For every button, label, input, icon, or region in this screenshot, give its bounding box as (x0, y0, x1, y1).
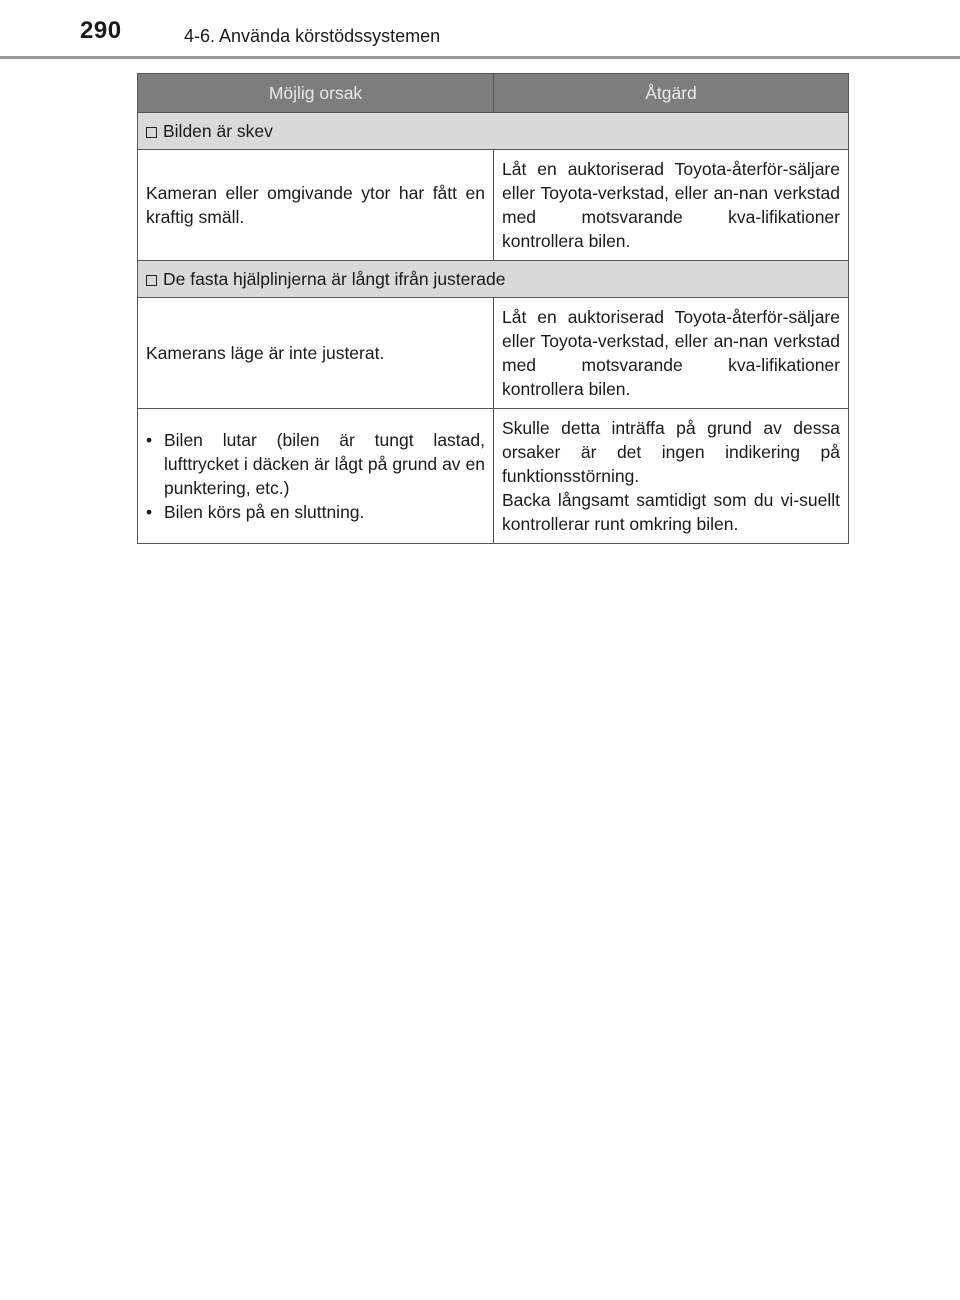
checkbox-icon (146, 275, 157, 286)
column-header-action: Åtgärd (494, 74, 849, 113)
section-title-distorted-image: Bilden är skev (163, 121, 273, 141)
page-number: 290 (80, 17, 122, 44)
cause-cell (138, 409, 494, 544)
action-paragraph: Backa långsamt samtidigt som du vi-suellt kontrollerar runt omkring bilen. (502, 490, 840, 534)
section-title: 4-6. Använda körstödssystemen (184, 26, 441, 46)
troubleshooting-table (137, 73, 849, 544)
table-row (138, 409, 849, 544)
page-header (0, 0, 960, 60)
action-cell: Låt en auktoriserad Toyota-återför-säljare eller Toyota-verkstad, eller an-nan verkstad med motsvarande kva-lifikationer kontrollera bilen. (494, 150, 849, 261)
bullet-item (146, 500, 485, 524)
checkbox-icon (146, 127, 157, 138)
bullet-text: Bilen lutar (bilen är tungt lastad, lufttrycket i däcken är lågt på grund av en punktering, etc.) (164, 430, 485, 498)
section-row-guidelines-misaligned (138, 261, 849, 298)
bullet-dot: • (146, 430, 153, 450)
table-row (138, 150, 849, 261)
column-header-cause: Möjlig orsak (138, 74, 494, 113)
action-cell (494, 409, 849, 544)
bullet-text: Bilen körs på en sluttning. (164, 502, 365, 522)
table-header-row (138, 74, 849, 113)
section-title-guidelines-misaligned: De fasta hjälplinjerna är långt ifrån justerade (163, 269, 506, 289)
table-row (138, 298, 849, 409)
bullet-dot: • (146, 502, 153, 522)
bullet-item (146, 428, 485, 500)
cause-cell: Kameran eller omgivande ytor har fått en kraftig smäll. (138, 150, 494, 261)
header-divider (0, 56, 960, 59)
section-row-distorted-image (138, 113, 849, 150)
cause-cell: Kamerans läge är inte justerat. (138, 298, 494, 409)
action-paragraph: Skulle detta inträffa på grund av dessa orsaker är det ingen indikering på funktionsstörning. (502, 418, 840, 486)
action-cell: Låt en auktoriserad Toyota-återför-säljare eller Toyota-verkstad, eller an-nan verkstad med motsvarande kva-lifikationer kontrollera bilen. (494, 298, 849, 409)
